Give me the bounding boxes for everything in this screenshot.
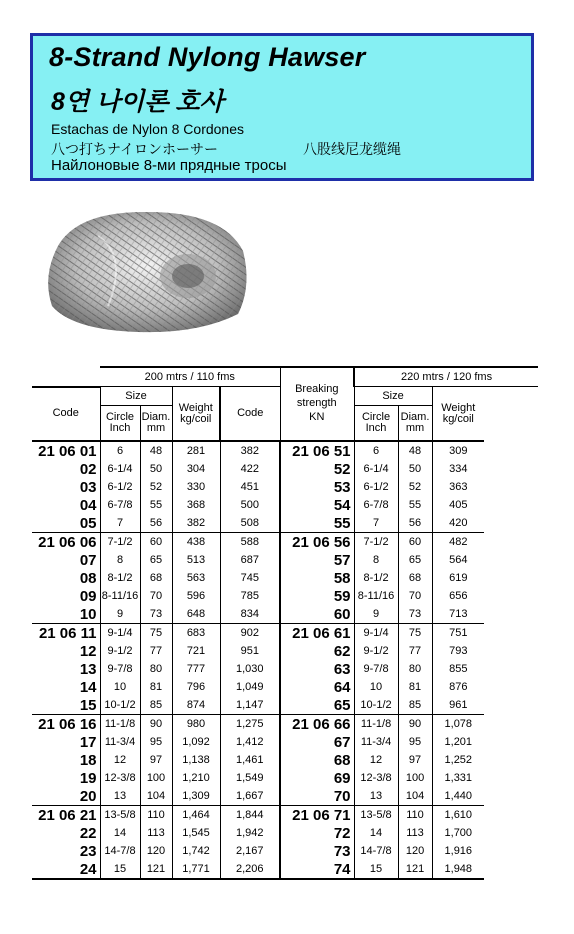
diam-right: 50	[398, 460, 432, 478]
code-right: 74	[280, 860, 354, 879]
diam-right: 90	[398, 715, 432, 734]
code-left: 24	[32, 860, 100, 879]
table-row	[32, 806, 538, 825]
circle-right: 9	[354, 605, 398, 624]
diam-right: 77	[398, 642, 432, 660]
code-right: 53	[280, 478, 354, 496]
circle-right: 10-1/2	[354, 696, 398, 715]
circle-right: 13-5/8	[354, 806, 398, 825]
code-left: 08	[79, 569, 97, 587]
weight-left: 596	[172, 587, 220, 605]
weight-right: 405	[432, 496, 484, 514]
diam-mm-header-right: Diam. mm	[398, 406, 432, 442]
table-row	[32, 860, 538, 879]
code-right: 21 06 51	[280, 441, 354, 460]
code-right: 57	[280, 551, 354, 569]
diam-right: 65	[398, 551, 432, 569]
circle-right: 11-1/8	[354, 715, 398, 734]
spec-table	[32, 366, 538, 880]
circle-left: 12-3/8	[100, 769, 140, 787]
weight-right: 961	[432, 696, 484, 715]
diam-left: 52	[140, 478, 172, 496]
circle-left: 9-7/8	[100, 660, 140, 678]
table-row	[32, 696, 538, 715]
weight-left: 1,545	[172, 824, 220, 842]
table-row	[32, 533, 538, 552]
breaking-strength: 1,549	[236, 771, 264, 784]
diam-left: 80	[140, 660, 172, 678]
breaking-strength: 745	[240, 571, 259, 584]
breaking-strength: 834	[240, 607, 259, 620]
code-right: 60	[280, 605, 354, 624]
breaking-strength: 1,049	[236, 680, 264, 693]
breaking-strength: 588	[220, 533, 280, 552]
breaking-strength: 1,461	[236, 753, 264, 766]
circle-left: 7	[100, 514, 140, 533]
circle-right: 14	[354, 824, 398, 842]
weight-right: 1,252	[432, 751, 484, 769]
weight-left: 874	[172, 696, 220, 715]
weight-left: 1,771	[172, 860, 220, 879]
diam-left: 65	[140, 551, 172, 569]
diam-left: 95	[140, 733, 172, 751]
code-left: 07	[79, 551, 97, 569]
table-row	[32, 624, 538, 643]
diam-left: 55	[140, 496, 172, 514]
code-right: 69	[280, 769, 354, 787]
weight-left: 721	[172, 642, 220, 660]
code-left: 21 06 11	[32, 624, 100, 643]
diam-right: 81	[398, 678, 432, 696]
diam-left: 56	[140, 514, 172, 533]
breaking-strength: 785	[240, 589, 259, 602]
circle-right: 8-1/2	[354, 569, 398, 587]
diam-right: 56	[398, 514, 432, 533]
weight-left: 304	[172, 460, 220, 478]
code-right: 52	[280, 460, 354, 478]
right-group-header: 220 mtrs / 120 fms	[354, 367, 538, 387]
code-left: 15	[79, 696, 97, 714]
weight-left: 1,742	[172, 842, 220, 860]
weight-left: 1,309	[172, 787, 220, 806]
weight-left: 796	[172, 678, 220, 696]
diam-left: 120	[140, 842, 172, 860]
page-title-korean: 8연 나이론 호사	[51, 88, 224, 116]
diam-right: 121	[398, 860, 432, 879]
circle-right: 7	[354, 514, 398, 533]
code-right: 21 06 66	[280, 715, 354, 734]
weight-right: 1,916	[432, 842, 484, 860]
weight-left: 1,092	[172, 733, 220, 751]
code-right: 58	[280, 569, 354, 587]
breaking-strength: 382	[220, 441, 280, 460]
weight-right: 619	[432, 569, 484, 587]
circle-right: 11-3/4	[354, 733, 398, 751]
diam-left: 77	[140, 642, 172, 660]
weight-right: 656	[432, 587, 484, 605]
weight-left: 513	[172, 551, 220, 569]
diam-left: 48	[140, 441, 172, 460]
diam-left: 104	[140, 787, 172, 806]
code-right: 54	[280, 496, 354, 514]
circle-left: 14	[100, 824, 140, 842]
diam-right: 85	[398, 696, 432, 715]
breaking-strength: 508	[240, 516, 259, 529]
table-row	[32, 441, 538, 460]
table-row	[32, 787, 538, 806]
diam-right: 73	[398, 605, 432, 624]
code-header-right: Code	[220, 387, 280, 442]
diam-left: 73	[140, 605, 172, 624]
code-left: 14	[79, 678, 97, 696]
code-left: 13	[79, 660, 97, 678]
weight-right: 793	[432, 642, 484, 660]
breaking-strength: 500	[240, 498, 259, 511]
diam-left: 97	[140, 751, 172, 769]
code-left: 04	[79, 496, 97, 514]
breaking-strength: 1,942	[236, 826, 264, 839]
weight-right: 309	[432, 441, 484, 460]
subtitle-spanish: Estachas de Nylon 8 Cordones	[51, 121, 244, 137]
code-right: 72	[280, 824, 354, 842]
diam-right: 80	[398, 660, 432, 678]
diam-left: 81	[140, 678, 172, 696]
circle-right: 9-1/2	[354, 642, 398, 660]
code-right: 21 06 61	[280, 624, 354, 643]
circle-right: 14-7/8	[354, 842, 398, 860]
diam-right: 104	[398, 787, 432, 806]
table-row	[32, 733, 538, 751]
circle-left: 9-1/4	[100, 624, 140, 643]
weight-right: 1,331	[432, 769, 484, 787]
weight-right: 363	[432, 478, 484, 496]
circle-left: 10-1/2	[100, 696, 140, 715]
diam-right: 70	[398, 587, 432, 605]
circle-left: 6	[100, 441, 140, 460]
weight-right: 334	[432, 460, 484, 478]
diam-left: 121	[140, 860, 172, 879]
circle-left: 8-1/2	[100, 569, 140, 587]
code-left: 02	[79, 460, 97, 478]
table-row	[32, 514, 538, 533]
table-row	[32, 678, 538, 696]
diam-left: 100	[140, 769, 172, 787]
subtitle-russian: Найлоновые 8-ми прядные тросы	[51, 157, 287, 174]
code-right: 21 06 71	[280, 806, 354, 825]
diam-right: 95	[398, 733, 432, 751]
circle-left: 10	[100, 678, 140, 696]
code-right: 70	[280, 787, 354, 806]
weight-left: 438	[172, 533, 220, 552]
size-header-right: Size	[354, 387, 432, 406]
code-header: Code	[32, 387, 100, 442]
weight-right: 1,700	[432, 824, 484, 842]
circle-left: 11-3/4	[100, 733, 140, 751]
weight-left: 330	[172, 478, 220, 496]
table-row	[32, 751, 538, 769]
diam-right: 60	[398, 533, 432, 552]
diam-right: 120	[398, 842, 432, 860]
subtitle-chinese: 八股线尼龙缆绳	[303, 141, 401, 157]
diam-right: 52	[398, 478, 432, 496]
diam-left: 113	[140, 824, 172, 842]
left-group-header: 200 mtrs / 110 fms	[100, 367, 280, 387]
circle-left: 12	[100, 751, 140, 769]
code-left: 18	[79, 751, 97, 769]
weight-right: 564	[432, 551, 484, 569]
code-right: 63	[280, 660, 354, 678]
weight-right: 751	[432, 624, 484, 643]
breaking-strength: 451	[240, 480, 259, 493]
circle-right: 15	[354, 860, 398, 879]
rope-coil-image	[38, 206, 254, 336]
circle-left: 9	[100, 605, 140, 624]
weight-left: 281	[172, 441, 220, 460]
weight-right: 482	[432, 533, 484, 552]
circle-inch-header-right: Circle Inch	[354, 406, 398, 442]
circle-right: 6-1/2	[354, 478, 398, 496]
breaking-strength: 1,844	[220, 806, 280, 825]
table-row	[32, 587, 538, 605]
weight-header: Weight kg/coil	[172, 387, 220, 442]
circle-right: 10	[354, 678, 398, 696]
breaking-strength: 422	[240, 462, 259, 475]
table-row	[32, 569, 538, 587]
title-box	[30, 33, 534, 181]
weight-right: 420	[432, 514, 484, 533]
code-right: 65	[280, 696, 354, 715]
circle-right: 9-1/4	[354, 624, 398, 643]
weight-right: 1,078	[432, 715, 484, 734]
weight-left: 382	[172, 514, 220, 533]
diam-right: 55	[398, 496, 432, 514]
diam-left: 50	[140, 460, 172, 478]
circle-right: 12-3/8	[354, 769, 398, 787]
circle-left: 11-1/8	[100, 715, 140, 734]
weight-left: 777	[172, 660, 220, 678]
breaking-strength: 1,667	[236, 789, 264, 802]
weight-right: 1,948	[432, 860, 484, 879]
diam-left: 68	[140, 569, 172, 587]
breaking-strength: 2,167	[236, 844, 264, 857]
code-right: 73	[280, 842, 354, 860]
code-right: 21 06 56	[280, 533, 354, 552]
circle-right: 6	[354, 441, 398, 460]
weight-left: 1,210	[172, 769, 220, 787]
code-left: 22	[79, 824, 97, 842]
circle-right: 6-7/8	[354, 496, 398, 514]
circle-left: 14-7/8	[100, 842, 140, 860]
breaking-strength: 902	[220, 624, 280, 643]
circle-left: 7-1/2	[100, 533, 140, 552]
breaking-strength: 687	[240, 553, 259, 566]
breaking-strength: 1,275	[220, 715, 280, 734]
code-left: 05	[79, 514, 97, 532]
circle-left: 9-1/2	[100, 642, 140, 660]
code-right: 67	[280, 733, 354, 751]
table-row	[32, 715, 538, 734]
weight-left: 648	[172, 605, 220, 624]
code-right: 55	[280, 514, 354, 533]
diam-left: 70	[140, 587, 172, 605]
subtitle-japanese: 八つ打ちナイロンホーサー	[51, 141, 219, 157]
page-title: 8-Strand Nylong Hawser	[49, 42, 366, 72]
code-right: 62	[280, 642, 354, 660]
table-row	[32, 824, 538, 842]
circle-left: 8-11/16	[100, 587, 140, 605]
weight-right: 855	[432, 660, 484, 678]
table-row	[32, 842, 538, 860]
weight-left: 980	[172, 715, 220, 734]
code-left: 21 06 01	[32, 441, 100, 460]
code-left: 03	[79, 478, 97, 496]
circle-left: 8	[100, 551, 140, 569]
code-left: 17	[79, 733, 97, 751]
code-left: 12	[79, 642, 97, 660]
breaking-strength: 1,412	[236, 735, 264, 748]
weight-right: 1,201	[432, 733, 484, 751]
weight-right: 876	[432, 678, 484, 696]
code-right: 64	[280, 678, 354, 696]
code-left: 19	[79, 769, 97, 787]
code-right: 59	[280, 587, 354, 605]
circle-right: 6-1/4	[354, 460, 398, 478]
table-row	[32, 460, 538, 478]
table-row	[32, 605, 538, 624]
circle-right: 7-1/2	[354, 533, 398, 552]
circle-right: 13	[354, 787, 398, 806]
code-left: 23	[79, 842, 97, 860]
circle-right: 12	[354, 751, 398, 769]
breaking-strength: 1,147	[236, 698, 264, 711]
code-left: 21 06 21	[32, 806, 100, 825]
diam-right: 100	[398, 769, 432, 787]
breaking-strength: 2,206	[220, 860, 280, 879]
diam-left: 85	[140, 696, 172, 715]
circle-left: 15	[100, 860, 140, 879]
code-right: 68	[280, 751, 354, 769]
circle-left: 6-7/8	[100, 496, 140, 514]
weight-header-right: Weight kg/coil	[432, 387, 484, 442]
circle-right: 8-11/16	[354, 587, 398, 605]
diam-left: 75	[140, 624, 172, 643]
weight-left: 1,464	[172, 806, 220, 825]
weight-left: 683	[172, 624, 220, 643]
table-row	[32, 769, 538, 787]
weight-right: 1,440	[432, 787, 484, 806]
size-header: Size	[100, 387, 172, 406]
circle-left: 13	[100, 787, 140, 806]
weight-left: 563	[172, 569, 220, 587]
diam-right: 110	[398, 806, 432, 825]
circle-left: 13-5/8	[100, 806, 140, 825]
table-row	[32, 660, 538, 678]
code-left: 21 06 16	[32, 715, 100, 734]
breaking-strength-header: Breaking strength KN	[280, 367, 354, 441]
table-row	[32, 551, 538, 569]
table-row	[32, 642, 538, 660]
code-left: 09	[79, 587, 97, 605]
code-left: 10	[79, 605, 97, 623]
diam-left: 60	[140, 533, 172, 552]
diam-left: 110	[140, 806, 172, 825]
code-left: 21 06 06	[32, 533, 100, 552]
diam-left: 90	[140, 715, 172, 734]
table-row	[32, 478, 538, 496]
breaking-strength: 1,030	[236, 662, 264, 675]
diam-right: 75	[398, 624, 432, 643]
weight-left: 1,138	[172, 751, 220, 769]
circle-inch-header: Circle Inch	[100, 406, 140, 442]
diam-right: 68	[398, 569, 432, 587]
code-left: 20	[79, 787, 97, 805]
table-row	[32, 496, 538, 514]
diam-right: 97	[398, 751, 432, 769]
diam-mm-header: Diam. mm	[140, 406, 172, 442]
circle-right: 9-7/8	[354, 660, 398, 678]
circle-left: 6-1/4	[100, 460, 140, 478]
weight-right: 713	[432, 605, 484, 624]
circle-right: 8	[354, 551, 398, 569]
weight-right: 1,610	[432, 806, 484, 825]
weight-left: 368	[172, 496, 220, 514]
breaking-strength: 951	[240, 644, 259, 657]
diam-right: 48	[398, 441, 432, 460]
diam-right: 113	[398, 824, 432, 842]
circle-left: 6-1/2	[100, 478, 140, 496]
